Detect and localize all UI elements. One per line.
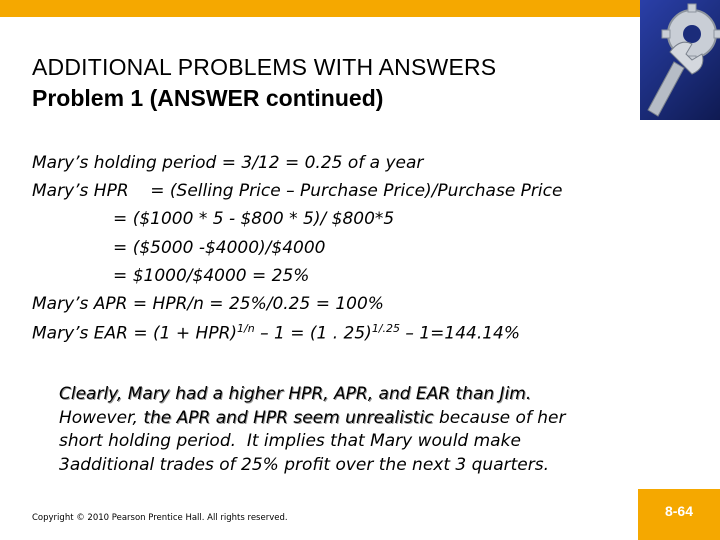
conclusion-line-2-end: because of her xyxy=(433,407,566,428)
ear-exponent-2: 1/.25 xyxy=(371,322,401,336)
conclusion-line-2 xyxy=(59,407,679,431)
copyright-notice: Copyright © 2010 Pearson Prentice Hall. All rights reserved. xyxy=(32,513,288,523)
conclusion-line-2-start: However, xyxy=(59,407,144,428)
wrench-gear-icon xyxy=(640,0,720,120)
conclusion-paragraph xyxy=(59,383,679,477)
ear-line xyxy=(32,322,562,350)
conclusion-emphasis: the APR and HPR seem unrealistic xyxy=(143,407,434,428)
ear-text-1: Mary’s EAR = (1 + HPR) xyxy=(32,323,238,344)
conclusion-line-4: 3additional trades of 25% profit over the next 3 quarters. xyxy=(59,454,549,475)
hpr-result-line: = $1000/$4000 = 25% xyxy=(32,265,310,286)
page-number-badge: 8-64 xyxy=(638,489,720,540)
calculation-block xyxy=(32,153,562,350)
ear-text-2: – 1 = (1 . 25) xyxy=(254,323,372,344)
apr-line: Mary’s APR = HPR/n = 25%/0.25 = 100% xyxy=(32,293,384,314)
page-title: ADDITIONAL PROBLEMS WITH ANSWERS xyxy=(32,54,497,80)
top-accent-bar xyxy=(0,0,640,17)
hpr-step-2-line: = ($5000 -$4000)/$4000 xyxy=(32,237,326,258)
holding-period-line: Mary’s holding period = 3/12 = 0.25 of a year xyxy=(32,153,424,173)
hpr-step-1-line: = ($1000 * 5 - $800 * 5)/ $800*5 xyxy=(32,209,395,230)
hpr-line: Mary’s HPR = (Selling Price – Purchase Price)/Purchase Price xyxy=(32,181,563,202)
conclusion-line-1: Clearly, Mary had a higher HPR, APR, and EAR than Jim. xyxy=(59,384,532,404)
page-subtitle: Problem 1 (ANSWER continued) xyxy=(32,85,384,111)
ear-exponent-1: 1/n xyxy=(237,322,255,336)
conclusion-line-3: short holding period. It implies that Mary would make xyxy=(59,431,521,451)
ear-text-3: – 1=144.14% xyxy=(400,323,521,344)
